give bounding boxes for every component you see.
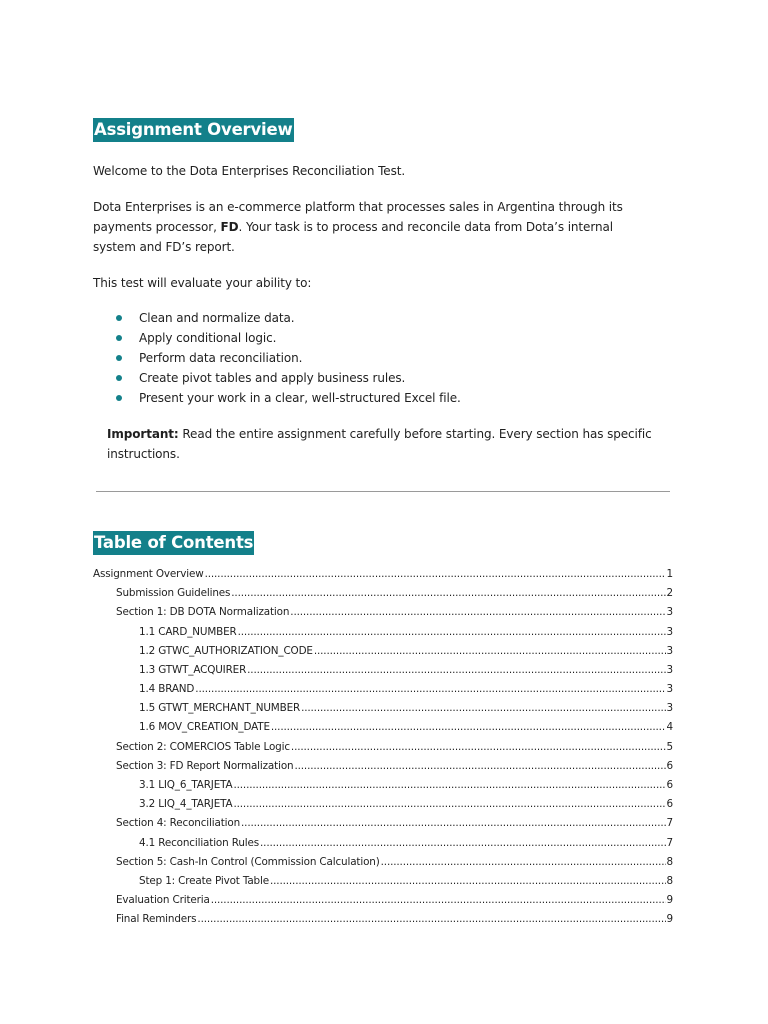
toc-entry[interactable] (93, 834, 673, 853)
table-of-contents-heading: Table of Contents (93, 531, 254, 555)
toc-entry[interactable] (93, 757, 673, 776)
assignment-overview-heading: Assignment Overview (93, 118, 294, 142)
toc-dot-leader (314, 642, 666, 661)
toc-entry-title[interactable]: 4.1 Reconciliation Rules (139, 836, 260, 849)
intro-text-start: Dota Enterprises is an e-commerce platform that processes sales in Argentina through its payments processor, (93, 200, 623, 234)
important-text: Read the entire assignment carefully before starting. Every section has specific instructions. (107, 427, 652, 461)
toc-entry-title[interactable]: 1.1 CARD_NUMBER (139, 625, 237, 638)
toc-entry[interactable] (93, 584, 673, 603)
toc-entry-title[interactable]: Section 2: COMERCIOS Table Logic (116, 740, 290, 753)
bullet-icon (116, 395, 122, 401)
toc-entry-title[interactable]: 1.5 GTWT_MERCHANT_NUMBER (139, 702, 301, 715)
toc-dot-leader (197, 910, 665, 929)
toc-dot-leader (233, 795, 665, 814)
toc-dot-leader (241, 814, 666, 833)
toc-entry[interactable] (93, 661, 673, 680)
important-label: Important: (107, 427, 179, 441)
table-of-contents (93, 565, 673, 930)
list-item (93, 348, 653, 368)
toc-dot-leader (290, 603, 665, 622)
toc-entry[interactable] (93, 891, 673, 910)
toc-dot-leader (195, 680, 665, 699)
list-item-text: Apply conditional logic. (139, 331, 277, 345)
toc-page-number[interactable]: 5 (666, 740, 673, 753)
toc-entry[interactable] (93, 910, 673, 929)
toc-entry-title[interactable]: 1.6 MOV_CREATION_DATE (139, 721, 270, 734)
list-item (93, 328, 653, 348)
toc-dot-leader (301, 699, 665, 718)
bullet-icon (116, 375, 122, 381)
toc-page-number[interactable]: 6 (666, 798, 673, 811)
toc-entry-title[interactable]: Section 5: Cash-In Control (Commission Calculation) (116, 855, 380, 868)
toc-entry-title[interactable]: 1.4 BRAND (139, 683, 195, 696)
toc-entry[interactable] (93, 680, 673, 699)
toc-dot-leader (294, 757, 665, 776)
toc-entry-title[interactable]: Step 1: Create Pivot Table (139, 874, 269, 887)
toc-dot-leader (247, 661, 665, 680)
toc-dot-leader (260, 834, 666, 853)
toc-entry[interactable] (93, 814, 673, 833)
toc-page-number[interactable]: 3 (666, 663, 673, 676)
list-item (93, 388, 653, 408)
intro-text-end: . Your task is to process and reconcile data from Dota’s internal system and FD’s report. (93, 220, 613, 254)
toc-entry[interactable] (93, 853, 673, 872)
toc-entry-title[interactable]: 1.3 GTWT_ACQUIRER (139, 663, 247, 676)
toc-page-number[interactable]: 3 (666, 683, 673, 696)
skills-list (93, 308, 653, 408)
intro-paragraph (93, 197, 653, 257)
toc-entry-title[interactable]: Section 3: FD Report Normalization (116, 759, 294, 772)
toc-entry-title[interactable]: 3.2 LIQ_4_TARJETA (139, 798, 233, 811)
intro-processor-name: FD (220, 220, 239, 234)
welcome-paragraph: Welcome to the Dota Enterprises Reconciliation Test. (93, 164, 406, 178)
bullet-icon (116, 355, 122, 361)
toc-page-number[interactable]: 8 (666, 874, 673, 887)
toc-entry[interactable] (93, 642, 673, 661)
toc-dot-leader (270, 872, 666, 891)
toc-page-number[interactable]: 2 (666, 587, 673, 600)
toc-entry[interactable] (93, 699, 673, 718)
toc-entry[interactable] (93, 623, 673, 642)
toc-page-number[interactable]: 1 (666, 567, 673, 580)
bullet-icon (116, 335, 122, 341)
toc-entry[interactable] (93, 719, 673, 738)
toc-entry[interactable] (93, 565, 673, 584)
toc-page-number[interactable]: 9 (666, 913, 673, 926)
toc-page-number[interactable]: 6 (666, 779, 673, 792)
toc-page-number[interactable]: 3 (666, 625, 673, 638)
evaluate-paragraph: This test will evaluate your ability to: (93, 276, 312, 290)
toc-entry-title[interactable]: Final Reminders (116, 913, 197, 926)
toc-entry-title[interactable]: Assignment Overview (93, 567, 204, 580)
list-item-text: Create pivot tables and apply business rules. (139, 371, 406, 385)
toc-dot-leader (238, 623, 666, 642)
toc-entry-title[interactable]: Evaluation Criteria (116, 894, 210, 907)
list-item (93, 308, 653, 328)
toc-dot-leader (271, 719, 666, 738)
toc-dot-leader (211, 891, 666, 910)
toc-dot-leader (381, 853, 666, 872)
toc-entry[interactable] (93, 603, 673, 622)
bullet-icon (116, 315, 122, 321)
toc-entry-title[interactable]: Submission Guidelines (116, 587, 231, 600)
toc-page-number[interactable]: 7 (666, 817, 673, 830)
toc-entry-title[interactable]: 3.1 LIQ_6_TARJETA (139, 779, 233, 792)
toc-entry[interactable] (93, 776, 673, 795)
list-item-text: Present your work in a clear, well-structured Excel file. (139, 391, 461, 405)
important-note (107, 424, 677, 464)
toc-page-number[interactable]: 4 (666, 721, 673, 734)
toc-page-number[interactable]: 3 (666, 644, 673, 657)
list-item-text: Clean and normalize data. (139, 311, 295, 325)
toc-dot-leader (233, 776, 665, 795)
toc-page-number[interactable]: 9 (666, 894, 673, 907)
toc-page-number[interactable]: 3 (666, 702, 673, 715)
list-item (93, 368, 653, 388)
toc-page-number[interactable]: 8 (666, 855, 673, 868)
toc-dot-leader (231, 584, 665, 603)
toc-page-number[interactable]: 6 (666, 759, 673, 772)
toc-entry-title[interactable]: 1.2 GTWC_AUTHORIZATION_CODE (139, 644, 313, 657)
toc-entry-title[interactable]: Section 1: DB DOTA Normalization (116, 606, 290, 619)
toc-entry[interactable] (93, 795, 673, 814)
toc-entry[interactable] (93, 738, 673, 757)
toc-dot-leader (291, 738, 666, 757)
toc-page-number[interactable]: 7 (666, 836, 673, 849)
toc-page-number[interactable]: 3 (666, 606, 673, 619)
toc-entry-title[interactable]: Section 4: Reconciliation (116, 817, 241, 830)
horizontal-divider (96, 491, 670, 492)
list-item-text: Perform data reconciliation. (139, 351, 303, 365)
toc-dot-leader (205, 565, 666, 584)
toc-entry[interactable] (93, 872, 673, 891)
